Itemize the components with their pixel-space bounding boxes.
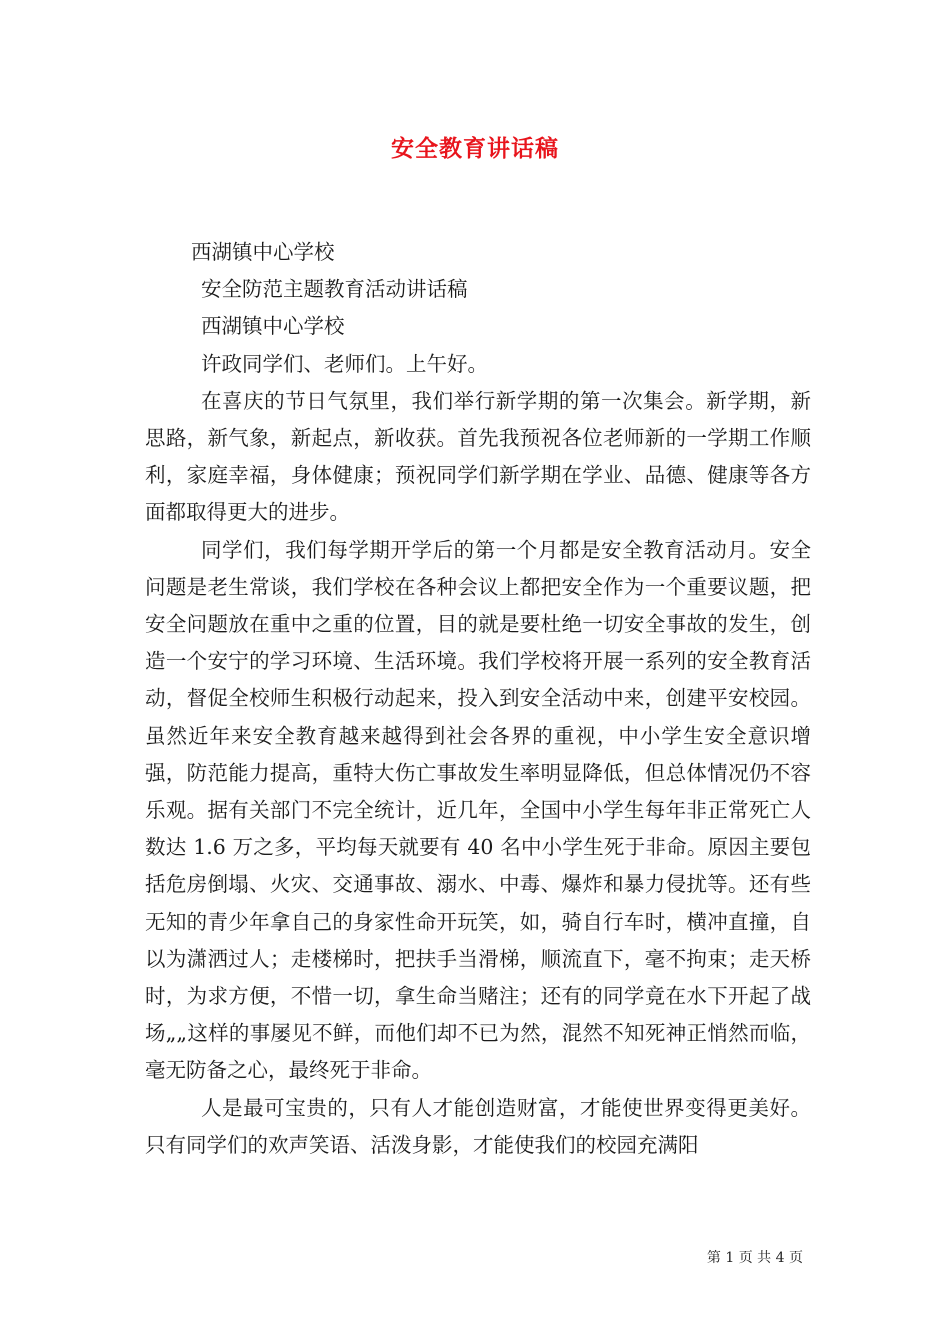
school-name: 西湖镇中心学校	[201, 314, 345, 339]
page-footer: 第 1 页 共 4 页	[706, 1250, 803, 1266]
greeting: 许政同学们、老师们。上午好。	[201, 351, 488, 376]
header-school: 西湖镇中心学校	[191, 240, 335, 264]
paragraph-2: 同学们，我们每学期开学后的第一个月都是安全教育活动月。安全问题是老生常谈，我们学校在各种会议上都把安全作为一个重要议题，把安全问题放在重中之重的位置，目的就是要杜绝一切安全事故的发生，创造一个安宁的学习环境、生活环境。我们学校将开展一系列的安全教育活动，督促全校师生积极行动起来，投入到安全活动中来，创建平安校园。虽然近年来安全教育越来越得到社会各界的重视，中小学生安全意识增强，防范能力提高，重特大伤亡事故发生率明显降低，但总体情况仍不容乐观。据有关部门不完全统计，近几年，全国中小学生每年非正常死亡人数达 1.6 万之多，平均每天就要有 40 名中小学生死于非命。原因主要包括危房倒塌、火灾、交通事故、溺水、中毒、爆炸和暴力侵扰等。还有些无知的青少年拿自己的身家性命开玩笑，如，骑自行车时，横冲直撞，自以为潇洒过人；走楼梯时，把扶手当滑梯，顺流直下，毫不拘束；走天桥时，为求方便，不惜一切，拿生命当赌注；还有的同学竟在水下开起了战场„„这样的事屡见不鲜，而他们却不已为然，混然不知死神正悄然而临，毫无防备之心，最终死于非命。	[145, 537, 811, 1083]
document-title: 安全教育讲话稿	[391, 136, 559, 162]
paragraph-3: 人是最可宝贵的，只有人才能创造财富，才能使世界变得更美好。只有同学们的欢声笑语、活泼身影，才能使我们的校园充满阳	[145, 1095, 811, 1157]
speech-subtitle: 安全防范主题教育活动讲话稿	[201, 277, 468, 302]
document-body	[145, 234, 811, 1164]
paragraph-1: 在喜庆的节日气氛里，我们举行新学期的第一次集会。新学期，新思路，新气象，新起点，新收获。首先我预祝各位老师新的一学期工作顺利，家庭幸福，身体健康；预祝同学们新学期在学业、品德、健康等各方面都取得更大的进步。	[145, 388, 811, 525]
